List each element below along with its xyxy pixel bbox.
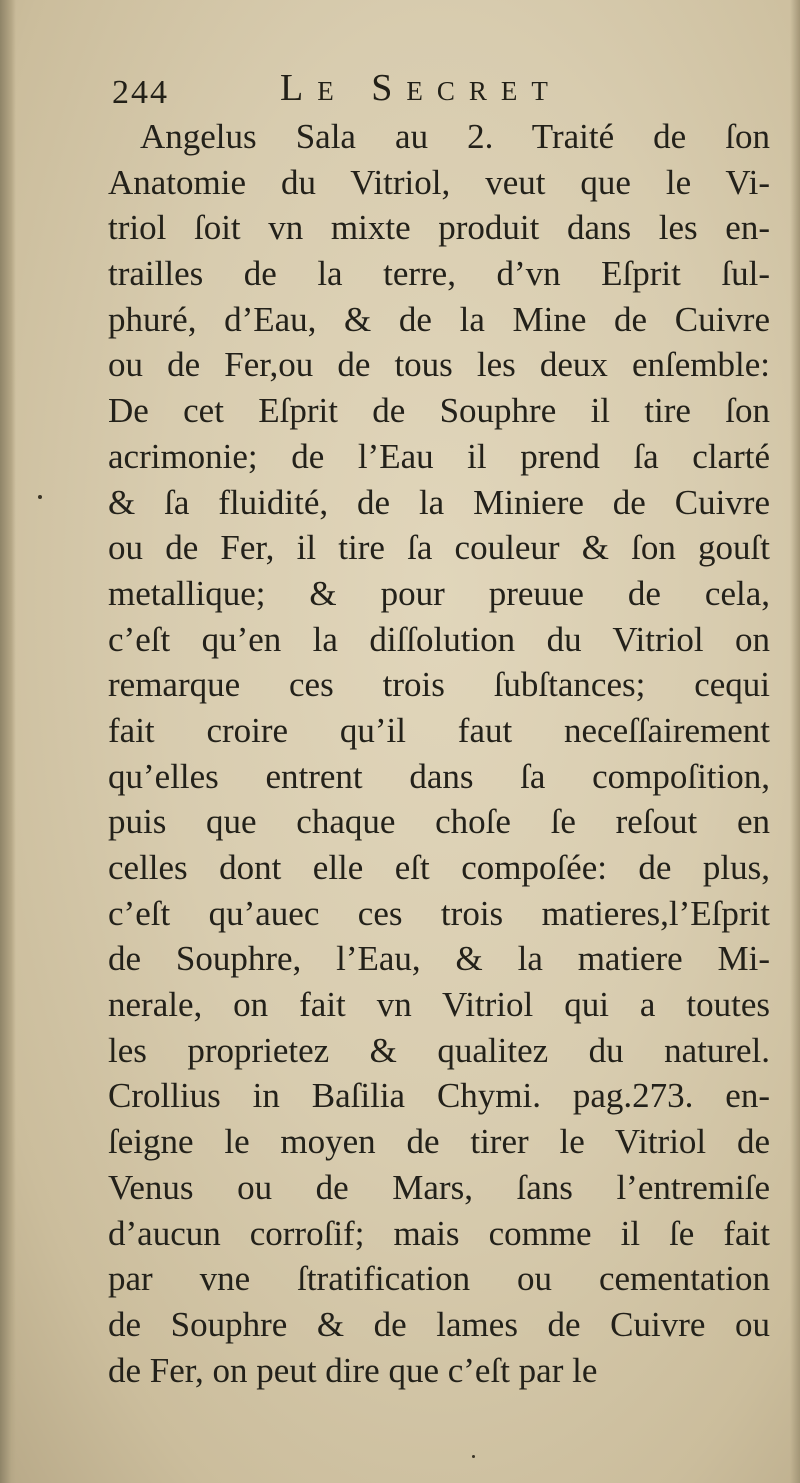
paper-speck [472, 1455, 475, 1458]
text-line: ou de Fer, il tire ſa couleur & ſon gouſt [108, 528, 770, 568]
body-text [108, 114, 770, 1393]
text-line: Angelus Sala au 2. Traité de ſon [140, 117, 770, 156]
text-line: triol ſoit vn mixte produit dans les en- [108, 208, 770, 248]
page-number: 244 [112, 74, 169, 111]
text-line: fait croire qu’il faut neceſſairement [108, 710, 770, 750]
text-line: metallique; & pour preuue de cela, [108, 573, 770, 613]
text-line: acrimonie; de l’Eau il prend ſa clarté [108, 436, 770, 476]
text-line: & ſa fluidité, de la Miniere de Cuivre [108, 482, 770, 522]
text-line: Anatomie du Vitriol, veut que le Vi- [108, 162, 770, 202]
text-line: de Souphre, l’Eau, & la matiere Mi- [108, 939, 770, 979]
page-header [112, 66, 632, 116]
text-line: celles dont elle eſt compoſée: de plus, [108, 848, 770, 887]
text-line: d’aucun corroſif; mais comme il ſe fait [108, 1213, 770, 1253]
running-head: Le Secret [280, 67, 562, 109]
page-gutter-shadow [0, 0, 16, 1483]
text-line: ou de Fer,ou de tous les deux enſemble: [108, 345, 770, 385]
text-line: qu’elles entrent dans ſa compoſition, [108, 756, 770, 796]
text-line: les proprietez & qualitez du naturel. [108, 1030, 770, 1070]
text-line: c’eſt qu’auec ces trois matieres,l’Eſprit [108, 893, 770, 933]
text-line: ſeigne le moyen de tirer le Vitriol de [108, 1122, 770, 1162]
text-line: c’eſt qu’en la diſſolution du Vitriol on [108, 619, 770, 659]
text-line: remarque ces trois ſubſtances; cequi [108, 665, 770, 705]
text-line: de Fer, on peut dire que c’eſt par le [108, 1350, 598, 1390]
text-line: Venus ou de Mars, ſans l’entremiſe [108, 1167, 770, 1207]
text-line: de Souphre & de lames de Cuivre ou [108, 1304, 770, 1344]
text-line: Crollius in Baſilia Chymi. pag.273. en- [108, 1076, 770, 1116]
paper-speck [38, 495, 42, 499]
text-line: puis que chaque choſe ſe reſout en [108, 802, 770, 842]
text-line: De cet Eſprit de Souphre il tire ſon [108, 391, 770, 431]
text-line: par vne ſtratification ou cementation [108, 1259, 770, 1299]
text-line: phuré, d’Eau, & de la Mine de Cuivre [108, 299, 770, 339]
text-line: nerale, on fait vn Vitriol qui a toutes [108, 985, 770, 1025]
page-edge-shadow [790, 0, 800, 1483]
text-line: trailles de la terre, d’vn Eſprit ſul- [108, 254, 770, 294]
